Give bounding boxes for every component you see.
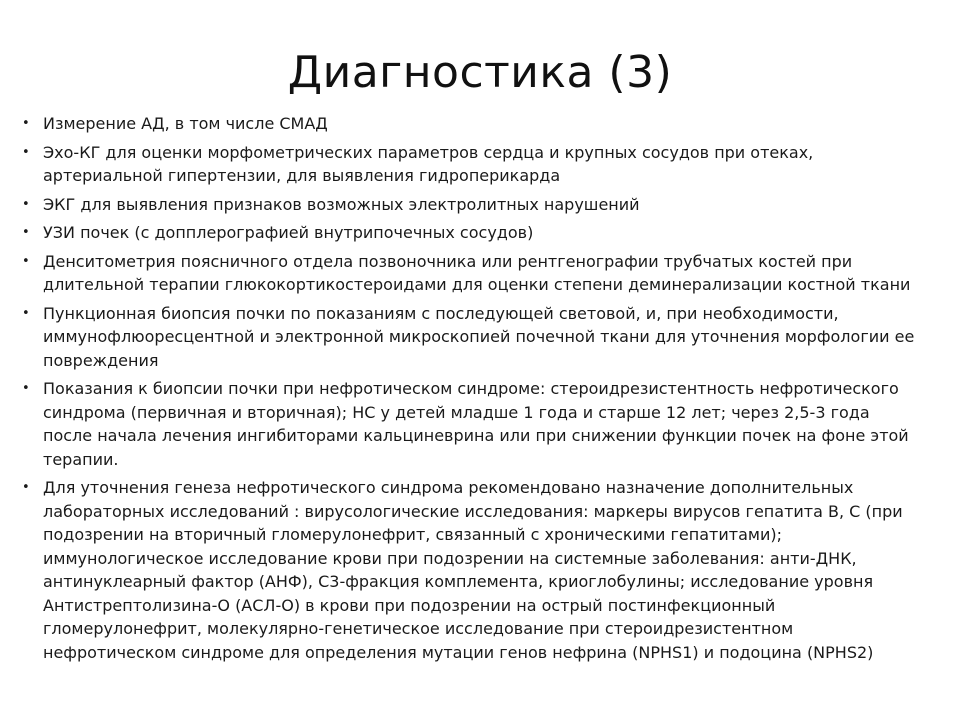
bullet-item-biopsy [22, 302, 922, 373]
bullet-text: Денситометрия поясничного отдела позвоночника или рентгенографии трубчатых костей при длительной терапии глюкокортикостероидами для оценки степени деминерализации костной ткани [43, 251, 911, 294]
bullet-text: Измерение АД, в том числе СМАД [43, 114, 328, 133]
bullet-dot-icon: • [22, 116, 30, 131]
bullet-item-biopsy-indications [22, 377, 922, 471]
bullet-item-additional-tests [22, 476, 922, 664]
bullet-dot-icon: • [22, 225, 30, 240]
bullet-dot-icon: • [22, 305, 30, 321]
bullet-dot-icon: • [22, 381, 30, 396]
bullet-text: Пункционная биопсия почки по показаниям с последующей световой, и, при необходимости, иммунофлюоресцентной и электронной микроскопией почечной ткани для уточнения морфологии ее повреждения [43, 303, 915, 370]
bullet-text: Для уточнения генеза нефротического синдрома рекомендовано назначение дополнительных лабораторных исследований : вирусологические исследования: маркеры вирусов гепатита В, С (при подозрении на вторичный гломерулонефрит, связанный с хроническими гепатитами); иммунологическое исследование крови при подозрении на системные заболевания: анти-ДНК, антинуклеарный фактор (АНФ), С3-фракция комплемента, криоглобулины; исследование уровня Антистрептолизина-О (АСЛ-О) в крови при подозрении на острый постинфекционный гломерулонефрит, молекулярно-генетическое исследование при стероидрезистентном нефротическом синдроме для определения мутации генов нефрина (NPHS1) и подоцина (NPHS2) [43, 478, 903, 662]
bullet-item-measurement-bp [22, 112, 922, 136]
slide-title: Диагностика (3) [287, 47, 673, 98]
bullet-dot-icon: • [22, 144, 30, 160]
bullet-dot-icon: • [22, 253, 30, 269]
bullet-item-densitometry [22, 250, 922, 297]
bullet-text: Показания к биопсии почки при нефротическом синдроме: стероидрезистентность нефротического синдрома (первичная и вторичная); НС у детей младше 1 года и старше 12 лет; через 2,5-3 года после начала лечения ингибиторами кальциневрина или при снижении функции почек на фоне этой терапии. [43, 379, 909, 469]
bullet-item-ecg [22, 193, 922, 217]
bullet-text: ЭКГ для выявления признаков возможных электролитных нарушений [43, 194, 640, 214]
bullet-text: Эхо-КГ для оценки морфометрических параметров сердца и крупных сосудов при отеках, артериальной гипертензии, для выявления гидроперикарда [43, 142, 814, 185]
bullet-item-ultrasound [22, 221, 922, 245]
bullet-text: УЗИ почек (с допплерографией внутрипочечных сосудов) [43, 223, 534, 242]
bullet-item-echo [22, 141, 922, 188]
bullet-dot-icon: • [22, 480, 30, 495]
bullet-list [22, 112, 922, 669]
bullet-dot-icon: • [22, 196, 30, 212]
